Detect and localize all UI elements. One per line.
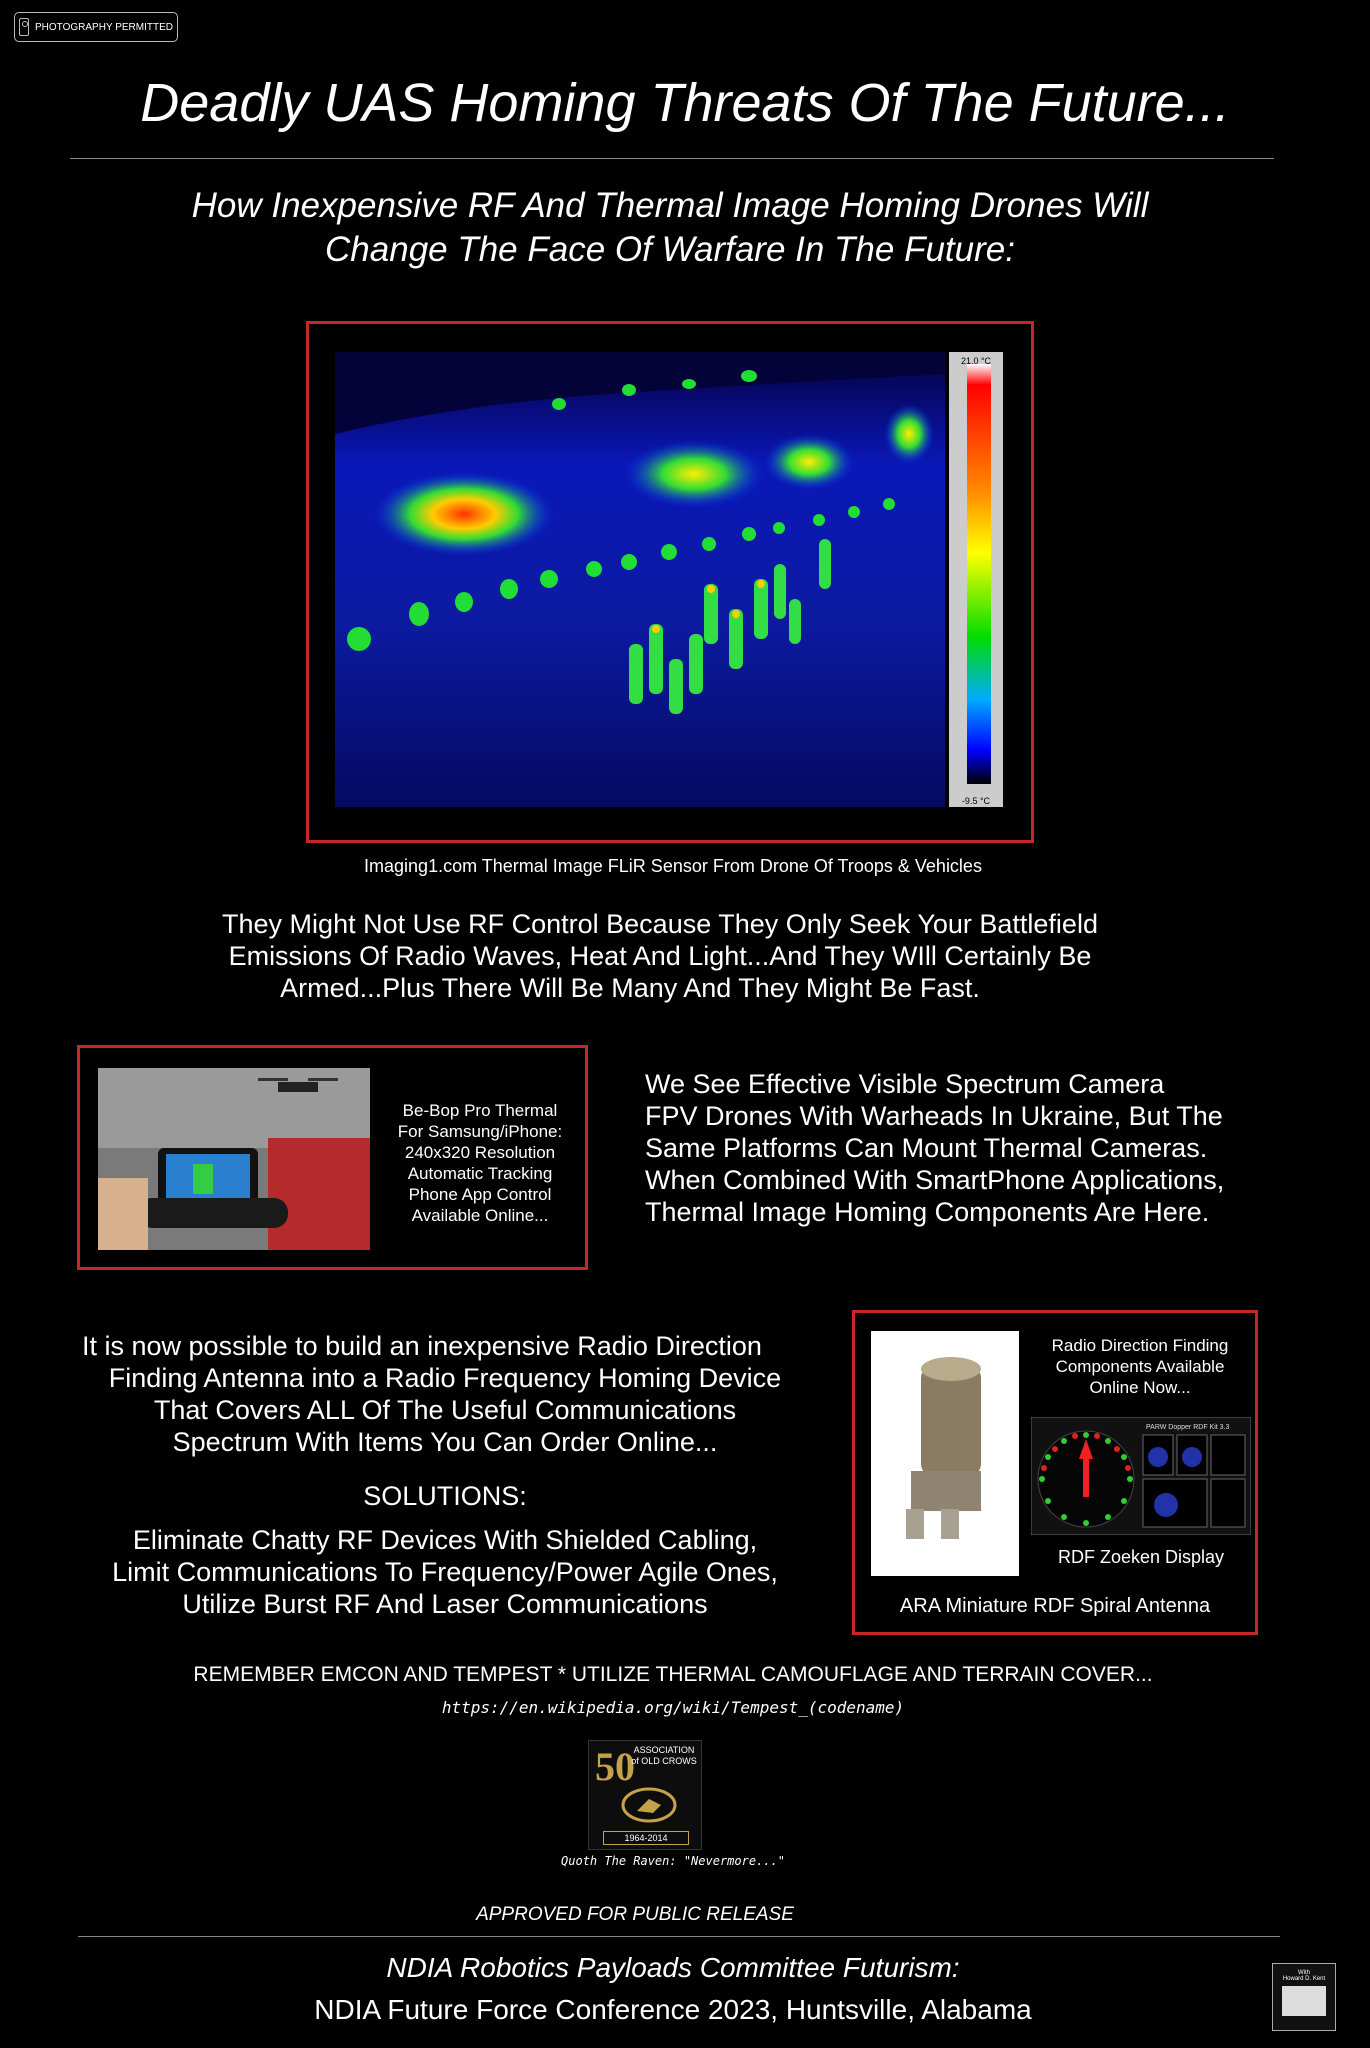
vehicle-heat-signature (374, 472, 554, 556)
thermal-image (309, 324, 1031, 840)
red-chair (268, 1138, 370, 1250)
solutions-line: Eliminate Chatty RF Devices With Shielded Cabling, (132, 1525, 758, 1555)
intro-line: Emissions Of Radio Waves, Heat And Light...And They WIll Certainly Be (228, 941, 1092, 971)
rdf-box-description (1035, 1335, 1245, 1398)
committee-title: NDIA Robotics Payloads Committee Futurism: (386, 1952, 960, 1983)
rdf-line: That Covers ALL Of The Useful Communications (153, 1395, 737, 1425)
bebop-description (380, 1100, 580, 1226)
solutions-line: Limit Communications To Frequency/Power Agile Ones, (112, 1557, 778, 1587)
solutions-section (60, 1480, 830, 1620)
thermal-background (335, 352, 945, 807)
camera-icon (19, 18, 29, 36)
ukraine-line: We See Effective Visible Spectrum Camera (645, 1069, 1165, 1099)
page-title: Deadly UAS Homing Threats Of The Future... (140, 73, 1230, 133)
bebop-line: Be-Bop Pro Thermal (402, 1101, 558, 1120)
controller-icon (138, 1198, 288, 1228)
rdf-box-line: Online Now... (1089, 1378, 1191, 1397)
bebop-drone-photo (98, 1068, 370, 1250)
logo-number: 50 (595, 1744, 635, 1789)
author-badge-image (1282, 1986, 1326, 2016)
rdf-paragraph (60, 1330, 830, 1458)
tempest-url[interactable]: https://en.wikipedia.org/wiki/Tempest_(codename) (441, 1698, 905, 1717)
rdf-line: Spectrum With Items You Can Order Online... (172, 1427, 718, 1457)
bebop-line: Automatic Tracking (407, 1164, 553, 1183)
vehicle-heat-signature (764, 434, 854, 490)
display-caption: RDF Zoeken Display (1057, 1547, 1225, 1567)
scale-min-label: -9.5 °C (961, 796, 991, 806)
conference-title: NDIA Future Force Conference 2023, Huntsville, Alabama (314, 1994, 1032, 2025)
bebop-line: Phone App Control (408, 1185, 552, 1204)
rdf-zoeken-display (1031, 1417, 1251, 1535)
intro-line: They Might Not Use RF Control Because They Only Seek Your Battlefield (222, 909, 1098, 939)
author-badge (1272, 1963, 1336, 2031)
dial-panel (1143, 1435, 1245, 1527)
spiral-antenna-photo (871, 1331, 1019, 1576)
bebop-product-box (77, 1045, 588, 1270)
approval-notice: APPROVED FOR PUBLIC RELEASE (476, 1904, 794, 1925)
aoc-logo (588, 1740, 702, 1850)
rdf-line: It is now possible to build an inexpensive Radio Direction (82, 1331, 762, 1361)
vehicle-heat-signature (884, 404, 934, 464)
solutions-heading: SOLUTIONS: (363, 1481, 527, 1511)
remember-line: REMEMBER EMCON AND TEMPEST * UTILIZE THERMAL CAMOUFLAGE AND TERRAIN COVER... (193, 1663, 1153, 1686)
footer-divider (78, 1936, 1280, 1937)
title-divider (70, 158, 1274, 159)
rdf-box-line: Components Available (1055, 1357, 1225, 1376)
solutions-line: Utilize Burst RF And Laser Communications (182, 1589, 708, 1619)
rdf-line: Finding Antenna into a Radio Frequency Homing Device (108, 1363, 782, 1393)
subtitle-line: How Inexpensive RF And Thermal Image Homing Drones Will (191, 186, 1149, 225)
author-badge-text: With (1298, 1970, 1310, 1976)
logo-text: ASSOCIATION (633, 1745, 695, 1755)
bebop-line: Available Online... (411, 1206, 549, 1225)
ukraine-line: Same Platforms Can Mount Thermal Cameras. (645, 1133, 1208, 1163)
page-subtitle (60, 184, 1280, 272)
temperature-scale-bar (967, 364, 991, 784)
raven-icon (619, 1785, 679, 1825)
ukraine-line: When Combined With SmartPhone Applications, (645, 1165, 1225, 1195)
antenna-caption: ARA Miniature RDF Spiral Antenna (899, 1595, 1211, 1617)
logo-text: of OLD CROWS (631, 1756, 697, 1766)
bebop-line: For Samsung/iPhone: (397, 1122, 563, 1141)
thermal-image-frame (306, 321, 1034, 843)
ukraine-line: Thermal Image Homing Components Are Here. (645, 1197, 1210, 1227)
raven-quote: Quoth The Raven: "Nevermore..." (561, 1854, 785, 1868)
scale-max-label: 21.0 °C (960, 356, 992, 366)
rdf-product-box (852, 1310, 1258, 1635)
photography-permitted-badge (14, 12, 178, 42)
badge-label: PHOTOGRAPHY PERMITTED (35, 22, 173, 33)
author-badge-text: Howard D. Kent (1282, 1976, 1326, 1982)
ukraine-paragraph (645, 1068, 1325, 1228)
bebop-line: 240x320 Resolution (404, 1143, 556, 1162)
intro-paragraph (0, 908, 1320, 1004)
logo-years: 1964-2014 (603, 1831, 689, 1845)
thermal-image-caption: Imaging1.com Thermal Image FLiR Sensor From Drone Of Troops & Vehicles (364, 856, 982, 876)
display-header: PARW Dopper RDF Kit 3.3 (1146, 1424, 1230, 1431)
intro-line: Armed...Plus There Will Be Many And They Might Be Fast. (280, 973, 980, 1003)
vehicle-heat-signature (624, 440, 764, 508)
rdf-box-line: Radio Direction Finding (1051, 1336, 1229, 1355)
subtitle-line: Change The Face Of Warfare In The Future: (325, 230, 1015, 269)
ukraine-line: FPV Drones With Warheads In Ukraine, But The (645, 1101, 1223, 1131)
